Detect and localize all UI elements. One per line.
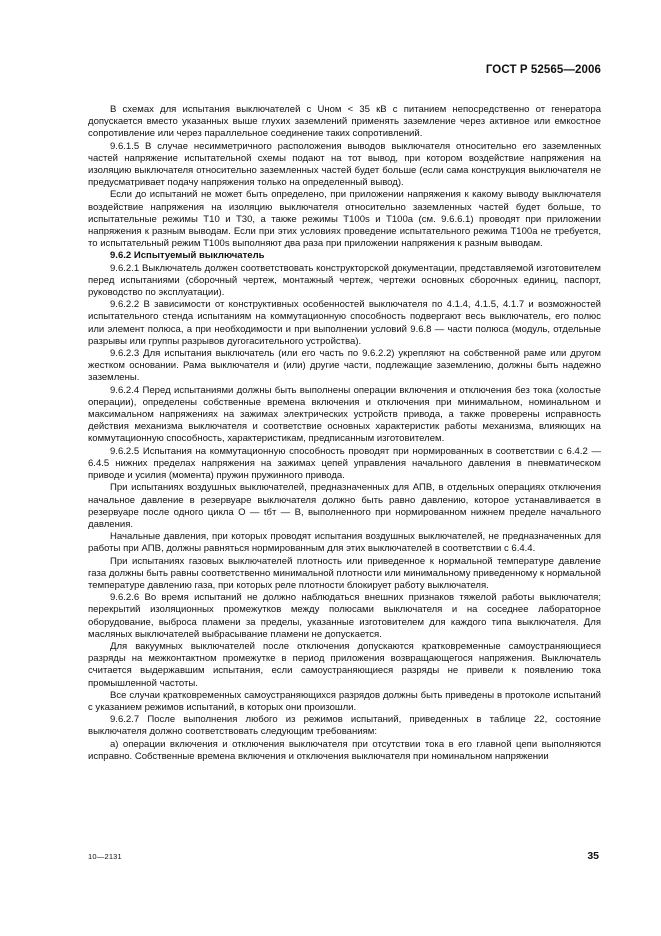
paragraph: а) операции включения и отключения выключателя при отсутствии тока в его главной цепи выполняются исправно. Собственные времена включения и отключения выключателя при номинальном напряжении: [88, 738, 601, 762]
paragraph: Если до испытаний не может быть определено, при приложении напряжения к какому выводу выключателя воздействие напряжения на изоляцию выключателя относительно заземленных частей будет больше, то испытательные режимы Т10 и Т30, а также режимы Т100s и Т100а (см. 9.6.6.1) проводят при приложении напряжения к разным выводам. Если при этих условиях проведение испытательного режима Т100а не требуется, то испытательный режим Т100s выполняют два раза при приложении напряжения к разным выводам.: [88, 189, 601, 250]
paragraph: 9.6.2.1 Выключатель должен соответствовать конструкторской документации, представляемой изготовителем перед испытаниями (сборочный чертеж, монтажный чертеж, чертежи основных сборочных единиц, паспорт, руководство по эксплуатации).: [88, 262, 601, 299]
page-number: 35: [587, 850, 599, 862]
paragraph: 9.6.2.2 В зависимости от конструктивных особенностей выключателя по 4.1.4, 4.1.5, 4.1.7 и возможностей испытательного стенда испытаниям на коммутационную способность подвергают весь выключатель, его полюс или элемент полюса, а при необходимости и при выполнении условий 9.6.8 — части полюса (модуль, отдельные разрывы или группы разрывов дугогасительного устройства).: [88, 299, 601, 347]
paragraph: При испытаниях воздушных выключателей, предназначенных для АПВ, в отдельных операциях отключения начальное давление в резервуаре выключателя должно быть равно давлению, которое устанавливается в резервуаре после одного цикла О — tбт — В, выполненного при нормированном нижнем пределе начального давления.: [88, 482, 601, 530]
print-code: 10—2131: [88, 852, 122, 861]
standard-number: ГОСТ Р 52565—2006: [485, 64, 601, 76]
paragraph: При испытаниях газовых выключателей плотность или приведенное к нормальной температуре давление газа должны быть равны соответственно минимальной плотности или минимальному приведенному к нормальной температуре давлению газа, при которых реле плотности блокирует работу выключателя.: [88, 555, 601, 591]
paragraph: 9.6.2.4 Перед испытаниями должны быть выполнены операции включения и отключения без тока (холостые операции), определены собственные времена включения и отключения при минимальном, номинальном и максимальном напряжениях на зажимах электрических устройств привода, а также проверены исправность действия механизма выключателя и соответствие основных характеристик работы механизма, влияющих на коммутационную способность, характеристикам, предписанным изготовителем.: [88, 384, 601, 445]
paragraph: 9.6.2.7 После выполнения любого из режимов испытаний, приведенных в таблице 22, состояние выключателя должно соответствовать следующим требованиям:: [88, 714, 601, 738]
paragraph: 9.6.2.5 Испытания на коммутационную способность проводят при нормированных в соответствии с 6.4.2 — 6.4.5 нижних пределах напряжения на зажимах цепей управления начального давления в пневматическом приводе и усилия (момента) пружин пружинного привода.: [88, 445, 601, 482]
paragraph: Для вакуумных выключателей после отключения допускаются кратковременные самоустраняющиеся разряды на межконтактном промежутке в период приложения возвращающегося напряжения. Выключатель считается выдержавшим испытания, если самоустраняющиеся разряды не привели к появлению тока промышленной частоты.: [88, 640, 601, 689]
paragraph: Начальные давления, при которых проводят испытания воздушных выключателей, не предназначенных для работы при АПВ, должны равняться нормированным для этих выключателей в соответствии с 6.4.4.: [88, 531, 601, 555]
paragraph: 9.6.2.3 Для испытания выключатель (или его часть по 9.6.2.2) укрепляют на собственной раме или другом жестком основании. Рама выключателя и (или) другие части, подлежащие заземлению, должны быть надежно заземлены.: [88, 348, 601, 384]
paragraph: В схемах для испытания выключателей с Uном < 35 кВ с питанием непосредственно от генератора допускается вместо указанных выше глухих заземлений применять заземление через активное или емкостное сопротивление или через параллельное соединение таких сопротивлений.: [88, 104, 601, 140]
paragraph: 9.6.1.5 В случае несимметричного расположения выводов выключателя относительно его заземленных частей напряжение испытательной схемы подают на тот вывод, при котором воздействие напряжения на изоляцию выключателя относительно заземленных частей будет больше (если сама конструкция выключателя не предусматривает подачу напряжения только на определенный вывод).: [88, 140, 601, 189]
section-heading: 9.6.2 Испытуемый выключатель: [110, 250, 265, 262]
document-body: [88, 104, 601, 763]
paragraph: 9.6.2.6 Во время испытаний не должно наблюдаться внешних признаков тяжелой работы выключателя; перекрытий изоляционных промежутков между полюсами выключателя и на соседнее лабораторное оборудование, выброса пламени за пределы, указанные изготовителем для каждого типа выключателя. Для масляных выключателей выбрасывание пламени не допускается.: [88, 592, 601, 640]
paragraph: Все случаи кратковременных самоустраняющихся разрядов должны быть приведены в протоколе испытаний с указанием режимов испытаний, в которых они произошли.: [88, 689, 601, 713]
